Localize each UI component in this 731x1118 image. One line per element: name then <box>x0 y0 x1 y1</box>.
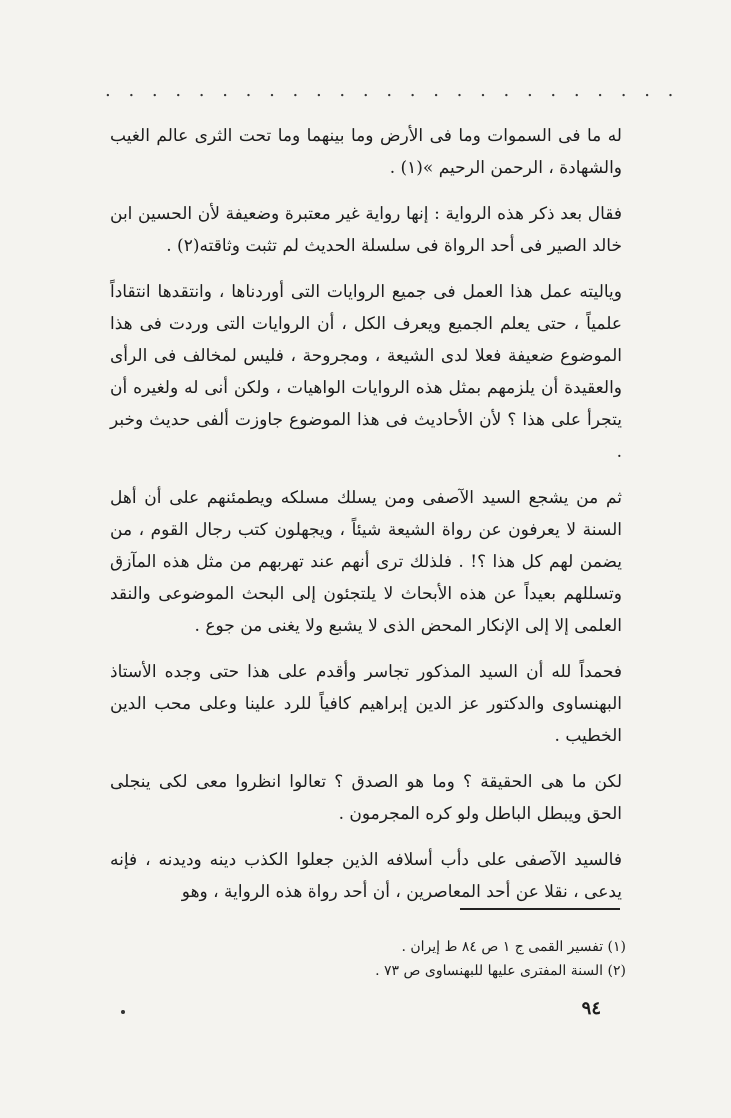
page-number: ٩٤ <box>581 998 601 1019</box>
paragraph-1: له ما فى السموات وما فى الأرض وما بينهما وما تحت الثرى عالم الغيب والشهادة ، الرحمن الرحيم »(١) . <box>110 126 622 178</box>
header-dotted-line: . . . . . . . . . . . . . . . . . . . . . . . . . <box>105 80 680 101</box>
main-text <box>110 120 622 922</box>
ink-speck <box>121 1010 125 1014</box>
paragraph-4: ثم من يشجع السيد الآصفى ومن يسلك مسلكه ويطمئنهم على أن أهل السنة لا يعرفون عن رواة الشيعة شيئاً ، ويجهلون كتب رجال القوم ، من يضمن لهم كل هذا ؟! . فلذلك ترى أنهم عند تهربهم من مثل هذه المآزق وتسللهم بعيداً عن هذه الأبحاث لا يلتجئون إلى البحث الموضوعى والنقد العلمى إلا إلى الإنكار المحض الذى لا يشبع ولا يغنى من جوع . <box>110 488 622 636</box>
paragraph-5: فحمداً لله أن السيد المذكور تجاسر وأقدم على هذا حتى وجده الأستاذ البهنساوى والدكتور عز الدين إبراهيم كافياً للرد علينا وعلى محب الدين الخطيب . <box>110 662 622 746</box>
footnotes <box>240 935 626 983</box>
footnote-2: (٢) السنة المفترى عليها للبهنساوى ص ٧٣ . <box>375 963 626 979</box>
paragraph-7: فالسيد الآصفى على دأب أسلافه الذين جعلوا الكذب دينه وديدنه ، فإنه يدعى ، نقلا عن أحد المعاصرين ، أن أحد رواة هذه الرواية ، وهو <box>110 850 622 902</box>
footnote-1: (١) تفسير القمى ج ١ ص ٨٤ ط إيران . <box>401 939 626 955</box>
paragraph-2: فقال بعد ذكر هذه الرواية : إنها رواية غير معتبرة وضعيفة لأن الحسين ابن خالد الصير فى أحد الرواة فى سلسلة الحديث لم تثبت وثاقته(٢) . <box>110 204 622 256</box>
footnote-separator <box>460 908 620 910</box>
paragraph-3: وياليته عمل هذا العمل فى جميع الروايات التى أوردناها ، وانتقدها انتقاداً علمياً ، حتى يعلم الجميع ويعرف الكل ، أن الروايات التى وردت فى هذا الموضوع ضعيفة فعلا لدى الشيعة ، ومجروحة ، فليس لمخالف فى الرأى والعقيدة أن يلزمهم بمثل هذه الروايات الواهيات ، ولكن أنى له ولغيره أن يتجرأ على هذا ؟ لأن الأحاديث فى هذا الموضوع جاوزت ألفى حديث وخبر . <box>110 282 622 462</box>
paragraph-6: لكن ما هى الحقيقة ؟ وما هو الصدق ؟ تعالوا انظروا معى لكى ينجلى الحق ويبطل الباطل ولو كره المجرمون . <box>110 772 622 824</box>
